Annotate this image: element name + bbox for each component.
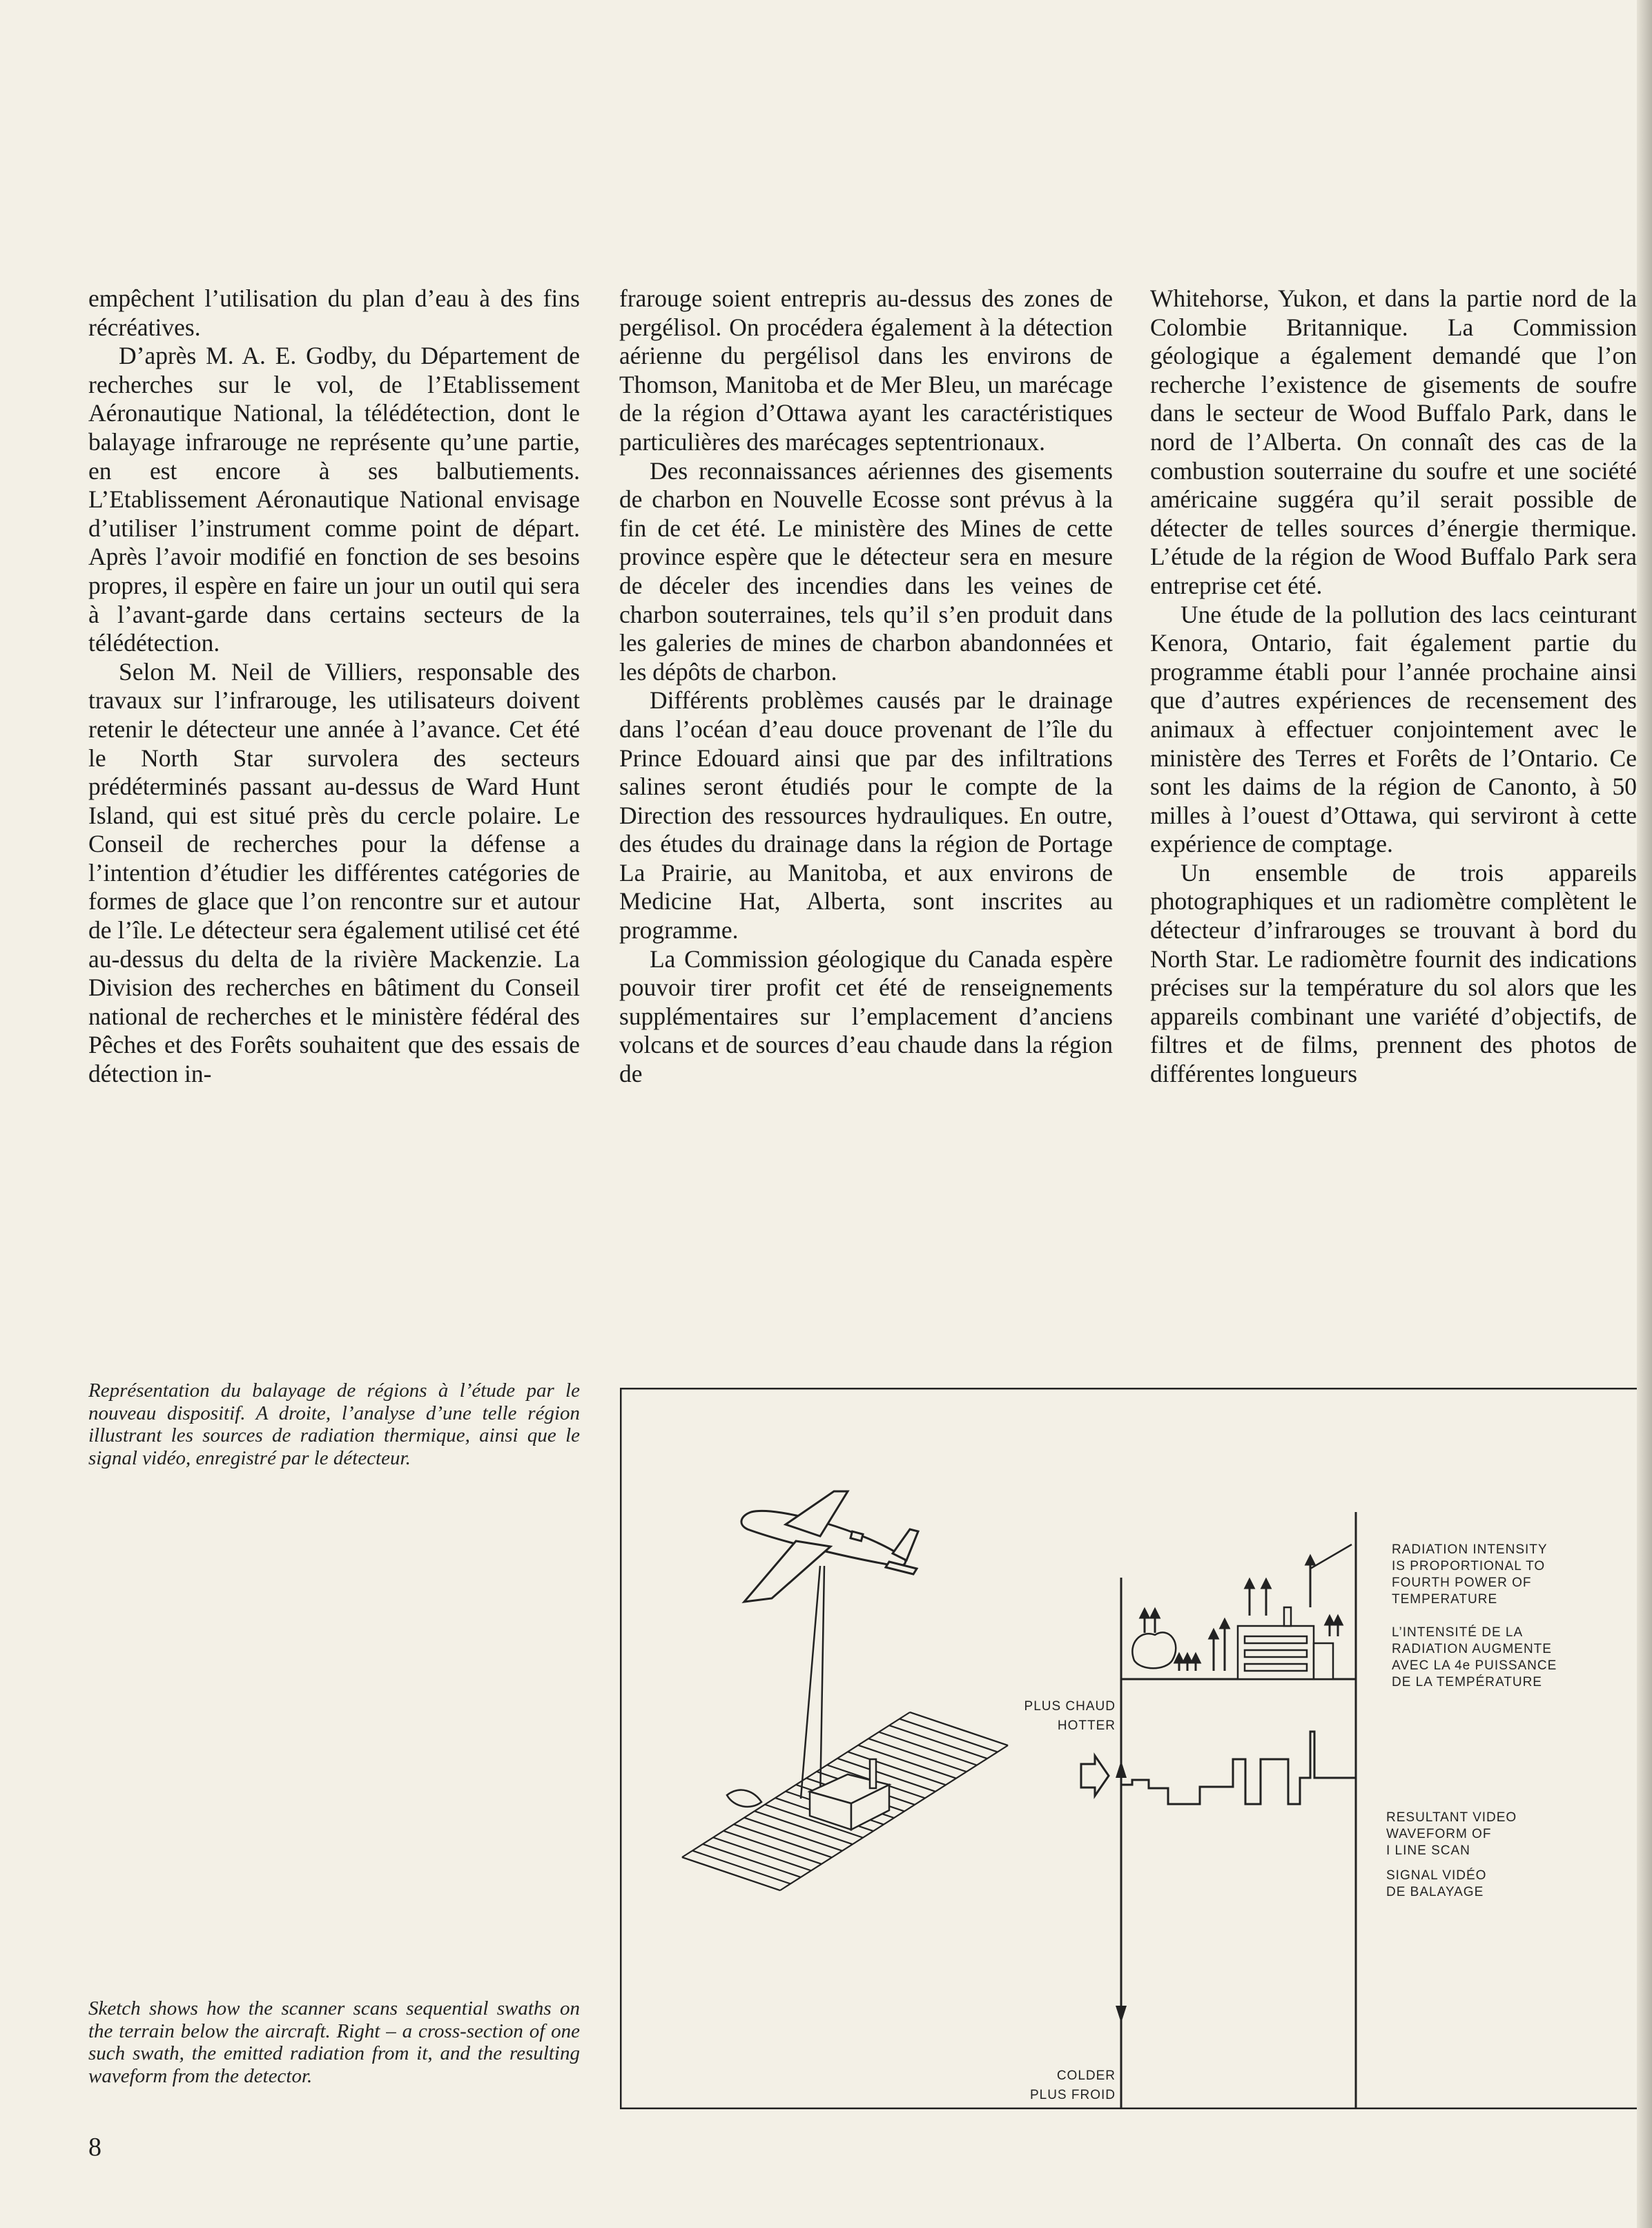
arrow-head-icon	[1175, 1654, 1183, 1663]
paragraph: Un ensemble de trois appareils photographiques et un radiomètre complètent le détecteur d’infrarouges se trouvant à bord du North Star. Le radiomètre fournit des indications précises sur la température du sol alors que les appareils combinant une variété d’objectifs, de filtres et de films, prennent des photos de différentes longueurs	[1150, 858, 1637, 1088]
paragraph: Selon M. Neil de Villiers, responsable des travaux sur l’infrarouge, les utilisateurs doivent retenir le détecteur une année à l’avance. Cet été le North Star survolera des secteurs prédéterminés passant au-dessus de Ward Hunt Island, qui est situé près du cercle polaire. Le Conseil de recherches pour la défense a l’intention d’étudier les différentes catégories de formes de glace que l’on rencontre sur et autour de l’île. Le détecteur sera également utilisé cet été au-dessus du delta de la rivière Mackenzie. La Division des recherches en bâtiment du Conseil national de recherches et le ministère fédéral des Pêches et des Forêts souhaitent que des essais de détection in-	[88, 657, 580, 1088]
temperature-scale	[1121, 1512, 1356, 2109]
waveform-note-en-1: RESULTANT VIDEO	[1386, 1810, 1517, 1825]
hotter-label-fr: PLUS CHAUD	[1024, 1699, 1116, 1714]
swath-line	[879, 1732, 977, 1765]
paragraph: frarouge soient entrepris au-dessus des zones de pergélisol. On procédera également à la détection aérienne du pergélisol dans les environs de Thomson, Manitoba et de Mer Bleu, un marécage de la région d’Ottawa ayant les caractéristiques particulières des marécages septentrionaux.	[619, 284, 1113, 456]
arrow-head-icon	[1262, 1580, 1270, 1588]
paragraph: Différents problèmes causés par le drainage dans l’océan d’eau douce provenant de l’île du Prince Edouard ainsi que par des infiltrations salines seront étudiés pour le compte de la Direction des ressources hydrauliques. En outre, des études du drainage dans la région de Portage La Prairie, au Manitoba, et aux environs de Medicine Hat, Alberta, sont inscrites au programme.	[619, 686, 1113, 945]
article-column-3	[1150, 284, 1637, 1089]
waveform-note-en-2: WAVEFORM OF	[1386, 1827, 1492, 1841]
scanner-diagram	[620, 1388, 1639, 2109]
swath-line	[723, 1831, 822, 1864]
radiation-note-fr-3: AVEC LA 4e PUISSANCE	[1392, 1658, 1557, 1673]
swath-line	[900, 1719, 998, 1752]
colder-label-fr: PLUS FROID	[1029, 2088, 1116, 2102]
arrow-head-icon	[1325, 1616, 1334, 1625]
swath-line	[734, 1824, 832, 1857]
figure-caption-french: Représentation du balayage de régions à l’étude par le nouveau dispositif. A droite, l’analyse d’une telle région illustrant les sources de radiation thermique, ainsi que le signal vidéo, enregistré par le détecteur.	[88, 1379, 580, 1469]
arrow-head-icon	[1209, 1630, 1218, 1638]
radiation-note-en-4: TEMPERATURE	[1392, 1592, 1498, 1607]
arrow-down-icon	[1116, 2006, 1127, 2023]
swath-edge	[910, 1712, 1008, 1745]
video-waveform	[1121, 1732, 1356, 1804]
arrow-head-icon	[1192, 1654, 1200, 1663]
swath-line	[703, 1844, 801, 1877]
waveform-note-fr-2: DE BALAYAGE	[1386, 1885, 1484, 1899]
radiation-note-fr-4: DE LA TEMPÉRATURE	[1392, 1675, 1542, 1689]
arrow-head-icon	[1245, 1580, 1254, 1588]
figure-caption-english: Sketch shows how the scanner scans sequential swaths on the terrain below the aircraft. Right – a cross-section of one such swath, the emitted radiation from it, and the resulting waveform from the detector.	[88, 1997, 580, 2087]
scanner-beam	[801, 1566, 824, 1802]
hotter-label-en: HOTTER	[1057, 1718, 1116, 1733]
paragraph: Whitehorse, Yukon, et dans la partie nord de la Colombie Britannique. La Commission géologique a également demandé que l’on recherche l’existence de gisements de soufre dans le secteur de Wood Buffalo Park, dans le nord de l’Alberta. On connaît des cas de la combustion souterraine du soufre et une société américaine suggéra qu’il serait possible de détecter de telles sources d’énergie thermique. L’étude de la région de Wood Buffalo Park sera entreprise cet été.	[1150, 284, 1637, 599]
radiation-note-fr-2: RADIATION AUGMENTE	[1392, 1642, 1552, 1656]
radiation-note-en-2: IS PROPORTIONAL TO	[1392, 1559, 1546, 1573]
tree-sketch	[727, 1790, 761, 1807]
arrow-head-icon	[1151, 1609, 1159, 1618]
waveform-note-en-3: I LINE SCAN	[1386, 1843, 1470, 1858]
swath-line	[692, 1850, 790, 1883]
airplane-icon	[741, 1491, 918, 1602]
arrow-head-icon	[1140, 1609, 1149, 1618]
cross-section-sketch	[1132, 1607, 1333, 1679]
paragraph: empêchent l’utilisation du plan d’eau à des fins récréatives.	[88, 284, 580, 341]
arrow-head-icon	[1221, 1620, 1229, 1628]
radiation-note-en-1: RADIATION INTENSITY	[1392, 1542, 1548, 1557]
paragraph: D’après M. A. E. Godby, du Département de recherches sur le vol, de l’Etablissement Aéronautique National, la télédétection, dont le balayage infrarouge ne représente qu’une partie, en est encore à ses balbutiements. L’Etablissement Aéronautique National envisage d’utiliser l’instrument comme point de départ. Après l’avoir modifié en fonction de ses besoins propres, il espère en faire un jour un outil qui sera à l’avant-garde dans certains secteurs de la télédétection.	[88, 342, 580, 657]
arrow-right-icon	[1081, 1756, 1109, 1796]
factory-sketch	[810, 1759, 889, 1830]
article-column-1	[88, 284, 580, 1089]
arrow-head-icon	[1183, 1654, 1192, 1663]
page-edge-shadow	[1637, 0, 1652, 2228]
paragraph: Des reconnaissances aériennes des gisements de charbon en Nouvelle Ecosse sont prévus à la fin de cet été. Le ministère des Mines de cette province espère que le détecteur sera en mesure de déceler des incendies dans les veines de charbon souterraines, tels qu’il s’en produit dans les galeries de mines de charbon abandonnées et les dépôts de charbon.	[619, 456, 1113, 686]
article-column-2	[619, 284, 1113, 1089]
swath-line	[713, 1837, 811, 1870]
swath-line	[744, 1818, 842, 1851]
radiation-note-en-3: FOURTH POWER OF	[1392, 1576, 1532, 1590]
arrow-head-icon	[1334, 1616, 1342, 1625]
swath-edge	[682, 1857, 780, 1890]
paragraph: Une étude de la pollution des lacs ceinturant Kenora, Ontario, fait également partie du programme établi pour l’année prochaine ainsi que d’autres expériences de recensement des animaux à effectuer conjointement avec le ministère des Terres et Forêts de l’Ontario. Ce sont les daims de la région de Canonto, à 50 milles à l’ouest d’Ottawa, qui serviront à cette expérience de comptage.	[1150, 600, 1637, 858]
radiation-note-fr-1: L’INTENSITÉ DE LA	[1392, 1625, 1524, 1640]
annotation-leader	[1310, 1544, 1352, 1569]
arrow-head-icon	[1306, 1556, 1314, 1565]
colder-label-en: COLDER	[1056, 2069, 1116, 2083]
page-number: 8	[88, 2133, 101, 2162]
waveform-note-fr-1: SIGNAL VIDÉO	[1386, 1868, 1487, 1883]
arrow-up-icon	[1116, 1761, 1127, 1778]
paragraph: La Commission géologique du Canada espère pouvoir tirer profit cet été de renseignements supplémentaires sur l’emplacement d’anciens volcans et de sources d’eau chaude dans la région de	[619, 945, 1113, 1088]
swath-line	[889, 1725, 987, 1759]
swath-line	[868, 1738, 966, 1772]
